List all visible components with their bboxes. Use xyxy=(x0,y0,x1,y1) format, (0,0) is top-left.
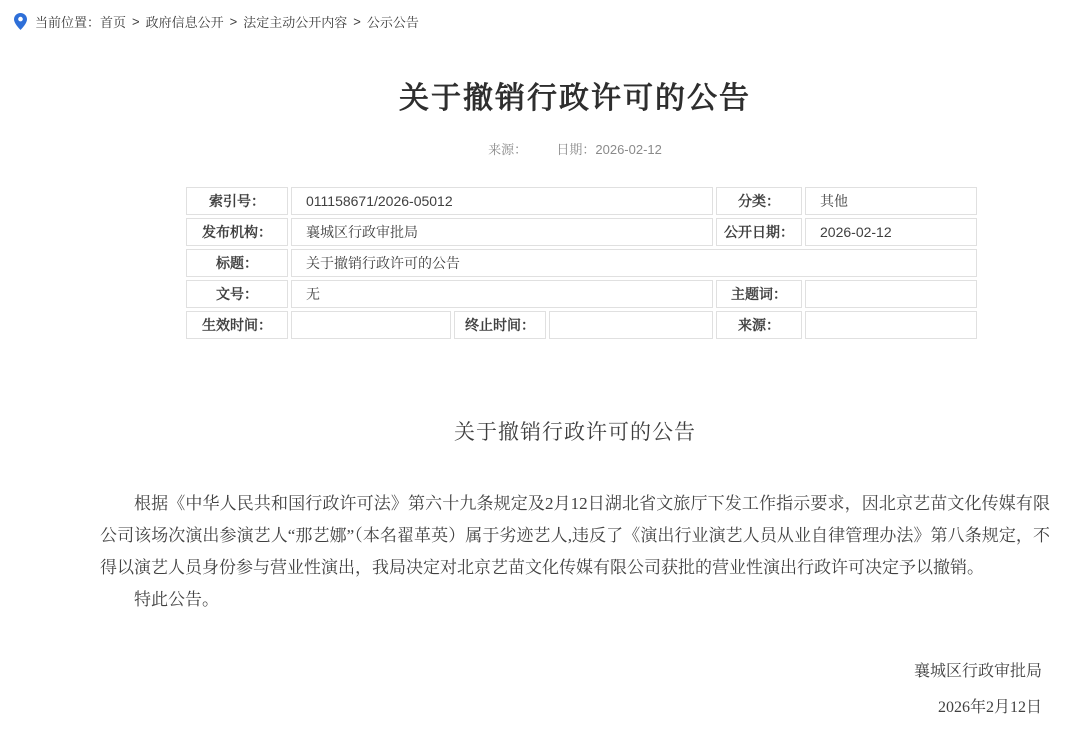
field-category-value: 其他 xyxy=(805,187,977,215)
field-index-value: 011158671/2026-05012 xyxy=(291,187,713,215)
breadcrumb-home[interactable]: 首页 xyxy=(100,15,127,30)
announcement-body xyxy=(100,488,1050,616)
field-title-label: 标题： xyxy=(186,249,288,277)
field-doc-no-value: 无 xyxy=(291,280,713,308)
page-title: 关于撤销行政许可的公告 xyxy=(399,82,751,115)
field-source-value xyxy=(805,311,977,339)
date-value: 2026-02-12 xyxy=(595,142,662,157)
announcement-closing: 特此公告。 xyxy=(134,590,219,609)
field-publisher-value: 襄城区行政审批局 xyxy=(291,218,713,246)
field-index-label: 索引号： xyxy=(186,187,288,215)
field-expiry-label: 终止时间： xyxy=(454,311,546,339)
field-doc-no-label: 文号： xyxy=(186,280,288,308)
document-info-table xyxy=(183,184,980,342)
source-label: 来源： xyxy=(488,142,528,157)
field-title-value: 关于撤销行政许可的公告 xyxy=(291,249,977,277)
breadcrumb-separator: > xyxy=(353,14,361,29)
article-meta xyxy=(100,139,1050,158)
breadcrumb xyxy=(0,0,1080,31)
signature-agency: 襄城区行政审批局 xyxy=(913,663,1042,680)
signature-date: 2026年2月12日 xyxy=(937,699,1042,716)
field-keywords-value xyxy=(805,280,977,308)
field-keywords-label: 主题词： xyxy=(716,280,802,308)
announcement-paragraph: 根据《中华人民共和国行政许可法》第六十九条规定及2月12日湖北省文旅厅下发工作指示要求，因北京艺苗文化传媒有限公司该场次演出参演艺人“那艺娜”（本名翟革英）属于劣迹艺人,违反了《演出行业演艺人员从业自律管理办法》第八条规定，不得以演艺人员身份参与营业性演出，我局决定对北京艺苗文化传媒有限公司获批的营业性演出行政许可决定予以撤销。 xyxy=(100,494,1050,577)
table-row xyxy=(186,311,977,339)
field-publish-date-value: 2026-02-12 xyxy=(805,218,977,246)
breadcrumb-gov-info[interactable]: 政府信息公开 xyxy=(145,15,224,30)
field-publish-date-label: 公开日期： xyxy=(716,218,802,246)
breadcrumb-separator: > xyxy=(229,14,238,29)
field-effective-label: 生效时间： xyxy=(186,311,288,339)
field-expiry-value xyxy=(549,311,713,339)
field-publisher-label: 发布机构： xyxy=(186,218,288,246)
breadcrumb-separator: > xyxy=(132,14,140,29)
breadcrumb-public-notices[interactable]: 公示公告 xyxy=(366,15,419,30)
field-category-label: 分类： xyxy=(716,187,802,215)
table-row xyxy=(186,187,977,215)
field-source-label: 来源： xyxy=(716,311,802,339)
location-pin-icon xyxy=(14,13,27,30)
breadcrumb-label: 当前位置： xyxy=(35,15,101,30)
signature-block xyxy=(100,654,1050,726)
table-row xyxy=(186,249,977,277)
table-row xyxy=(186,280,977,308)
table-row xyxy=(186,218,977,246)
date-label: 日期： xyxy=(556,142,596,157)
announcement-title: 关于撤销行政许可的公告 xyxy=(454,420,696,444)
breadcrumb-statutory-disclosure[interactable]: 法定主动公开内容 xyxy=(243,15,348,30)
field-effective-value xyxy=(291,311,451,339)
content-area xyxy=(100,73,1050,726)
